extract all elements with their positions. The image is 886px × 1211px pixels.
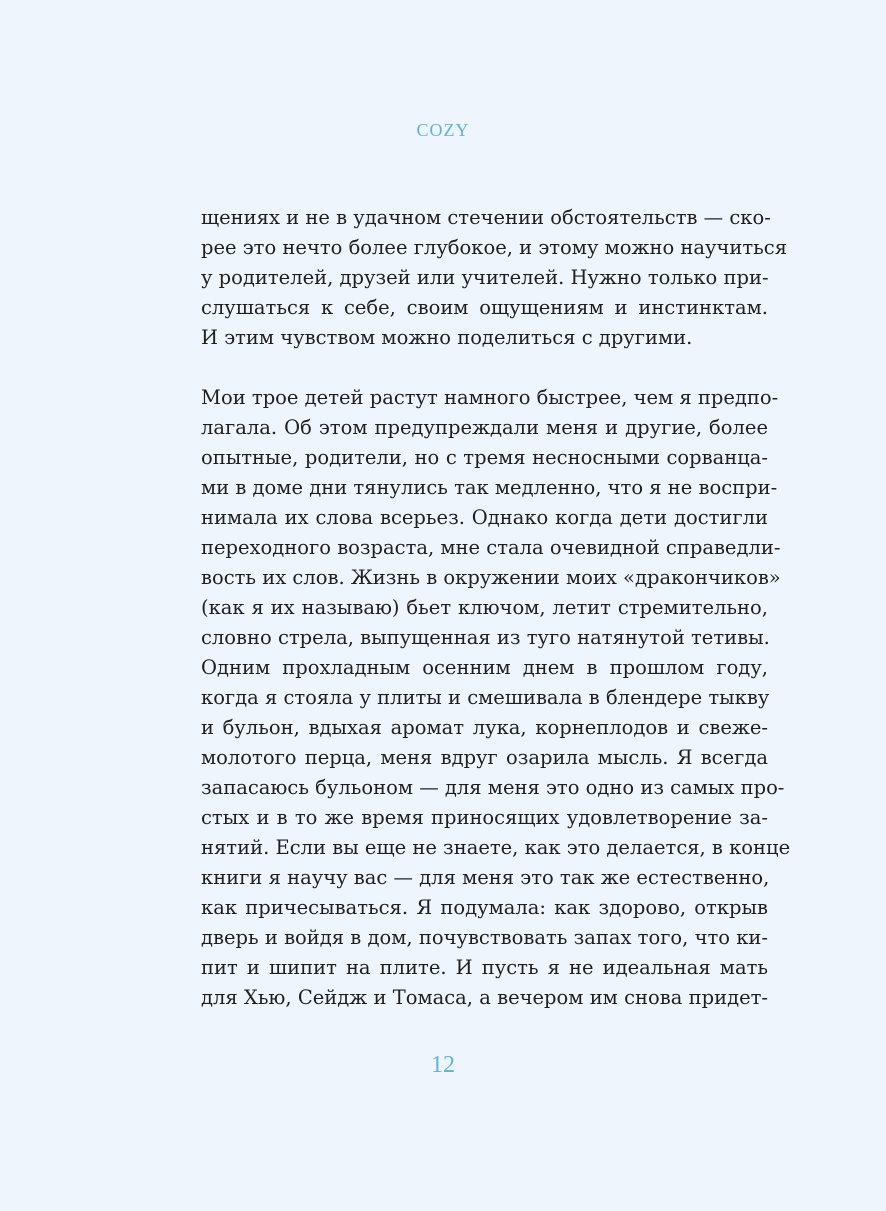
text-line: рее это нечто более глубокое, и этому можно научиться bbox=[201, 236, 788, 259]
text-line: опытные, родители, но с тремя несносными сорванца- bbox=[201, 446, 768, 469]
text-line: щениях и не в удачном стечении обстоятельств — ско- bbox=[201, 206, 771, 229]
text-line: Мои трое детей растут намного быстрее, чем я предпо- bbox=[201, 386, 779, 409]
text-line: и бульон, вдыхая аромат лука, корнеплодов и свеже- bbox=[201, 716, 768, 739]
text-line: когда я стояла у плиты и смешивала в блендере тыкву bbox=[201, 686, 770, 709]
paragraph-1 bbox=[201, 203, 788, 353]
text-line: лагала. Об этом предупреждали меня и другие, более bbox=[201, 416, 768, 439]
paragraph-2 bbox=[201, 383, 791, 1013]
text-line: (как я их называю) бьет ключом, летит стремительно, bbox=[201, 596, 768, 619]
running-head: COZY bbox=[416, 120, 470, 140]
page-number: 12 bbox=[431, 1052, 455, 1078]
text-line: слушаться к себе, своим ощущениям и инстинктам. bbox=[201, 296, 768, 319]
text-line: переходного возраста, мне стала очевидной справедли- bbox=[201, 536, 781, 559]
text-line: как причесываться. Я подумала: как здорово, открыв bbox=[201, 896, 768, 919]
text-line: запасаюсь бульоном — для меня это одно из самых про- bbox=[201, 776, 785, 799]
text-line: И этим чувством можно поделиться с другими. bbox=[201, 326, 693, 349]
text-line: нятий. Если вы еще не знаете, как это делается, в конце bbox=[201, 836, 791, 859]
body-text bbox=[201, 203, 791, 1013]
text-line: у родителей, друзей или учителей. Нужно только при- bbox=[201, 266, 769, 289]
text-line: нимала их слова всерьез. Однако когда дети достигли bbox=[201, 506, 768, 529]
text-line: для Хью, Сейдж и Томаса, а вечером им снова придет- bbox=[201, 986, 768, 1009]
text-line: словно стрела, выпущенная из туго натянутой тетивы. bbox=[201, 626, 770, 649]
text-line: Одним прохладным осенним днем в прошлом году, bbox=[201, 656, 768, 679]
text-line: книги я научу вас — для меня это так же естественно, bbox=[201, 866, 770, 889]
text-line: ми в доме дни тянулись так медленно, что я не воспри- bbox=[201, 476, 778, 499]
text-line: дверь и войдя в дом, почувствовать запах того, что ки- bbox=[201, 926, 768, 949]
text-line: вость их слов. Жизнь в окружении моих «дракончиков» bbox=[201, 566, 781, 589]
text-line: стых и в то же время приносящих удовлетворение за- bbox=[201, 806, 768, 829]
text-line: молотого перца, меня вдруг озарила мысль. Я всегда bbox=[201, 746, 768, 769]
text-line: пит и шипит на плите. И пусть я не идеальная мать bbox=[201, 956, 768, 979]
